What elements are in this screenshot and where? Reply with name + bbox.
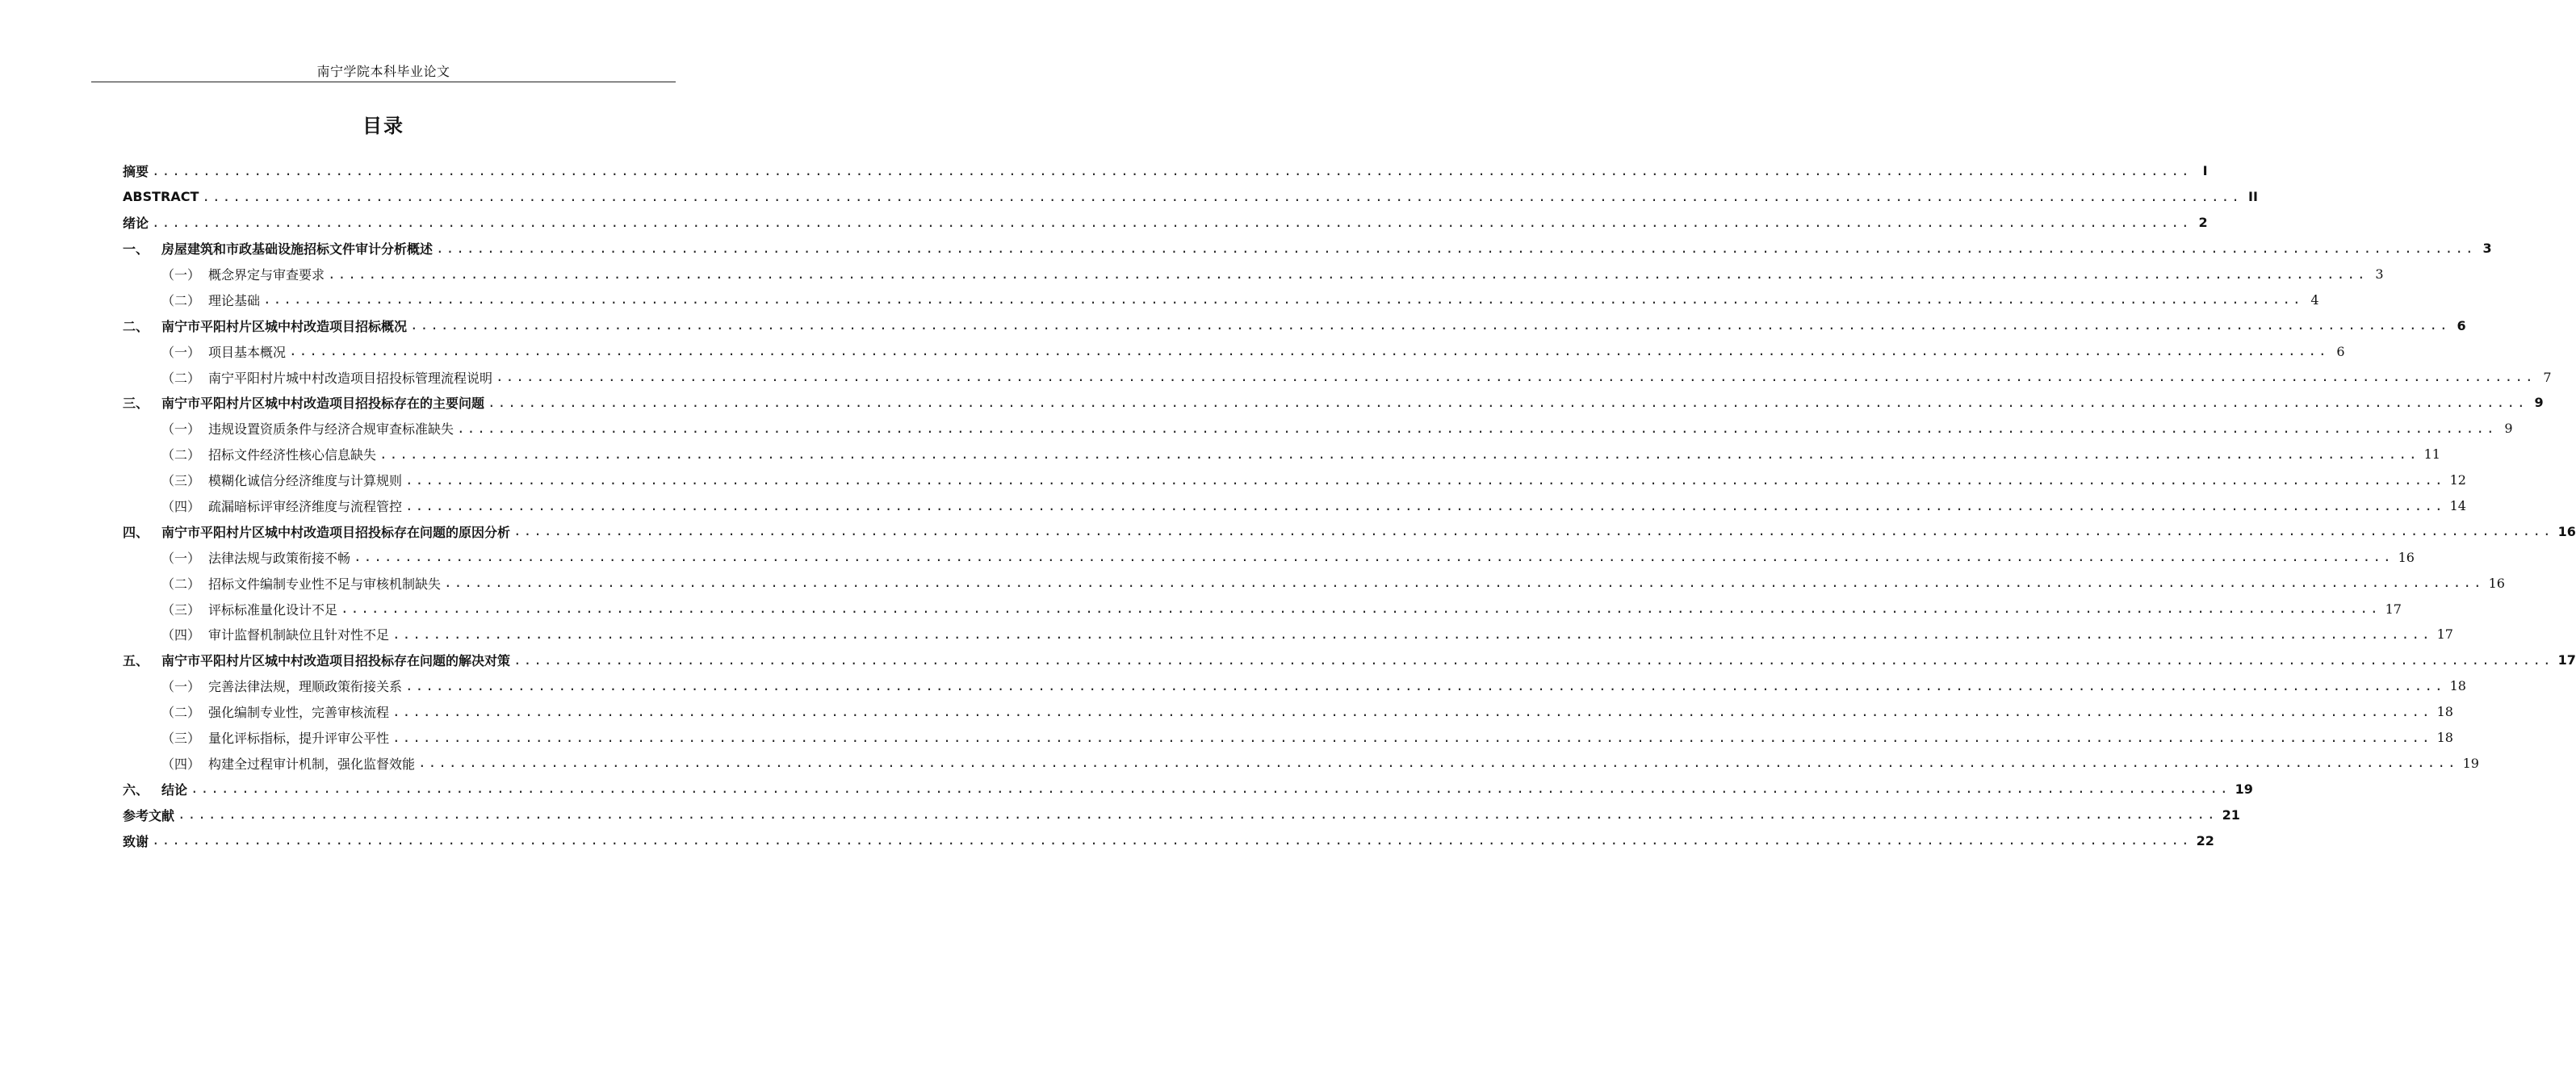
toc-entry-title: 法律法规与政策衔接不畅 [208,550,351,566]
toc-entry-page: 19 [2235,781,2253,797]
toc-entry-number: （一） [161,421,201,438]
toc-entry-page: 3 [2375,266,2384,282]
toc-entry-page: 16 [2398,549,2415,565]
toc-entry-title: 房屋建筑和市政基础设施招标文件审计分析概述 [161,241,434,258]
toc-dot-leader: ........................................................................................................................................................................................................ [379,446,2419,462]
toc-entry-page: 18 [2436,730,2453,746]
toc-entry-number: 一、 [123,241,149,258]
toc-entry-number: （四） [161,499,201,515]
toc-entry-number: （二） [161,705,201,721]
toc-entry-page: 21 [2222,806,2240,823]
toc-entry-title: 南宁市平阳村片区城中村改造项目招投标存在的主要问题 [161,396,485,412]
toc-entry[interactable] [123,390,2544,416]
toc-dot-leader: ........................................................................................................................................................................................................ [488,394,2528,410]
page-header: 南宁学院本科毕业论文 [316,64,450,79]
toc-entry[interactable] [123,827,2214,853]
toc-entry-number: （二） [161,292,201,308]
toc-entry-page: 7 [2543,369,2552,385]
toc-entry-page: II [2248,189,2258,205]
toc-entry-page: 18 [2436,704,2453,720]
toc-entry-title: 绪论 [123,216,149,232]
toc-dot-leader: ........................................................................................................................................................................................................ [496,369,2536,385]
toc-entry-title: 评标标准量化设计不足 [208,601,338,618]
toc-entry[interactable] [123,699,2453,725]
toc-entry-number: （四） [161,627,201,643]
toc-entry-page: 17 [2436,626,2453,643]
toc-entry-page: 11 [2423,446,2440,463]
toc-entry-number: 五、 [123,653,149,669]
toc-entry-page: 22 [2196,832,2214,848]
toc-entry[interactable] [123,312,2466,338]
toc-entry-title: 疏漏暗标评审经济维度与流程管控 [208,499,403,515]
page-title: 目录 [362,115,404,137]
toc-entry[interactable] [123,184,2258,210]
toc-entry[interactable] [123,802,2240,827]
toc-entry-title: 概念界定与审查要求 [208,267,325,283]
toc-entry-title: 构建全过程审计机制，强化监督效能 [208,756,416,772]
toc-entry-title: 招标文件经济性核心信息缺失 [208,447,377,463]
toc-entry-title: 模糊化诚信分经济维度与计算规则 [208,473,403,489]
toc-dot-leader: ........................................................................................................................................................................................................ [444,575,2484,591]
toc-dot-leader: ........................................................................................................................................................................................................ [152,832,2192,848]
toc-entry-title: 招标文件编制专业性不足与审核机制缺失 [208,576,442,592]
toc-entry[interactable] [123,493,2466,519]
toc-entry-number: （二） [161,447,201,463]
toc-entry[interactable] [123,673,2466,699]
toc-entry[interactable] [123,725,2453,751]
toc-dot-leader: ........................................................................................................................................................................................................ [436,240,2476,256]
toc-entry-title: 完善法律法规，理顺政策衔接关系 [208,679,403,695]
toc-dot-leader: ........................................................................................................................................................................................................ [328,266,2368,282]
toc-entry-title: 量化评标指标，提升评审公平性 [208,731,390,747]
toc-dot-leader: ........................................................................................................................................................................................................ [513,651,2553,668]
toc-entry-number: （二） [161,370,201,386]
toc-entry[interactable] [123,364,2552,390]
toc-entry-title: 南宁平阳村片城中村改造项目招投标管理流程说明 [208,370,493,386]
toc-entry-page: 4 [2310,291,2319,308]
toc-dot-leader: ........................................................................................................................................................................................................ [341,601,2381,617]
toc-entry-number: （三） [161,601,201,618]
toc-dot-leader: ........................................................................................................................................................................................................ [513,523,2553,539]
toc-dot-leader: ........................................................................................................................................................................................................ [202,188,2242,204]
toc-entry-number: （一） [161,679,201,695]
toc-entry-title: 致谢 [123,833,149,849]
toc-entry[interactable] [123,210,2208,236]
toc-entry[interactable] [123,776,2253,802]
toc-dot-leader: ........................................................................................................................................................................................................ [152,162,2192,178]
toc-dot-leader: ........................................................................................................................................................................................................ [405,471,2445,488]
toc-dot-leader: ........................................................................................................................................................................................................ [392,729,2432,745]
toc-entry-number: 三、 [123,396,149,412]
toc-entry-page: 6 [2336,343,2345,359]
toc-dot-leader: ........................................................................................................................................................................................................ [289,343,2329,359]
toc-entry-title: 南宁市平阳村片区城中村改造项目招投标存在问题的原因分析 [161,524,511,540]
toc-dot-leader: ........................................................................................................................................................................................................ [457,420,2497,436]
toc-entry-title: 参考文献 [123,807,175,823]
toc-dot-leader: ........................................................................................................................................................................................................ [392,626,2432,642]
toc-entry-number: （一） [161,344,201,360]
toc-dot-leader: ........................................................................................................................................................................................................ [152,214,2192,230]
toc-dot-leader: ........................................................................................................................................................................................................ [418,755,2458,771]
toc-entry-number: （三） [161,473,201,489]
toc-dot-leader: ........................................................................................................................................................................................................ [263,291,2303,308]
toc-entry-page: 9 [2504,421,2513,437]
toc-entry-page: 18 [2449,678,2466,694]
toc-dot-leader: ........................................................................................................................................................................................................ [191,781,2230,797]
toc-entry[interactable] [123,622,2453,647]
toc-entry[interactable] [123,262,2384,287]
toc-entry[interactable] [123,287,2319,312]
toc-entry[interactable] [123,570,2505,596]
toc-entry-page: 16 [2557,523,2576,539]
toc-entry-page: 9 [2534,395,2544,411]
toc-entry[interactable] [123,467,2466,493]
toc-dot-leader: ........................................................................................................................................................................................................ [405,497,2445,513]
toc-entry-page: 14 [2449,498,2466,514]
toc-entry-page: 17 [2557,652,2576,668]
toc-entry[interactable] [123,338,2345,364]
toc-entry-title: 强化编制专业性，完善审核流程 [208,705,390,721]
toc-entry-number: （一） [161,267,201,283]
toc-entry-title: 南宁市平阳村片区城中村改造项目招投标存在问题的解决对策 [161,653,511,669]
toc-entry-number: 二、 [123,318,149,334]
toc-entry[interactable] [123,544,2415,570]
toc-entry-page: 6 [2457,317,2466,333]
toc-entry-title: 理论基础 [208,292,261,308]
toc-entry[interactable] [123,236,2492,262]
toc-entry-page: 2 [2198,215,2208,231]
toc-entry-number: （三） [161,731,201,747]
toc-dot-leader: ........................................................................................................................................................................................................ [410,317,2450,333]
toc-entry[interactable] [123,158,2208,184]
toc-dot-leader: ........................................................................................................................................................................................................ [354,549,2394,565]
toc-entry-title: 摘要 [123,164,149,180]
toc-entry-page: 16 [2488,575,2505,591]
table-of-contents [123,158,2576,853]
toc-entry-title: 违规设置资质条件与经济合规审查标准缺失 [208,421,454,438]
toc-entry-title: 结论 [161,781,188,798]
toc-entry-number: 四、 [123,524,149,540]
toc-entry-page: 19 [2462,755,2479,771]
toc-entry-page: 17 [2385,601,2402,617]
toc-entry-page: 3 [2482,241,2492,257]
toc-entry[interactable] [123,416,2513,442]
toc-entry[interactable] [123,518,2576,544]
toc-dot-leader: ........................................................................................................................................................................................................ [405,677,2445,693]
toc-entry[interactable] [123,442,2440,467]
toc-entry-title: 项目基本概况 [208,344,287,360]
toc-dot-leader: ........................................................................................................................................................................................................ [178,806,2218,823]
toc-entry-title: ABSTRACT [123,189,199,205]
toc-entry-title: 审计监督机制缺位且针对性不足 [208,627,390,643]
toc-entry-number: （二） [161,576,201,592]
toc-entry[interactable] [123,647,2576,673]
toc-entry-number: （一） [161,550,201,566]
toc-entry-title: 南宁市平阳村片区城中村改造项目招标概况 [161,318,408,334]
toc-entry-page: 12 [2449,472,2466,488]
toc-entry-number: （四） [161,756,201,772]
toc-dot-leader: ........................................................................................................................................................................................................ [392,703,2432,719]
toc-entry-page: I [2202,163,2208,179]
toc-entry[interactable] [123,596,2402,622]
toc-entry-number: 六、 [123,781,149,798]
toc-entry[interactable] [123,750,2479,776]
